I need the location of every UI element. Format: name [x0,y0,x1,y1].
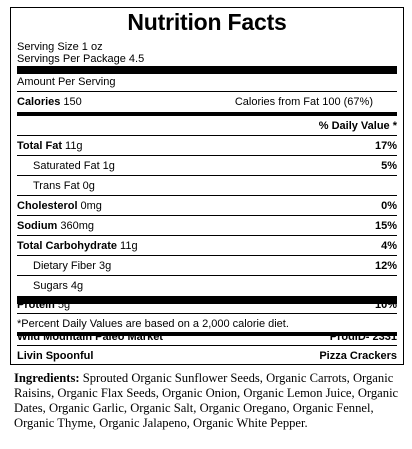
nutrient-row-sodium [17,216,397,235]
nutrient-dv: 0% [381,199,397,212]
nutrient-row-protein [17,295,397,314]
nutrient-label: Trans Fat [33,179,80,192]
nutrient-amount: 360mg [60,219,94,232]
nutrient-dv: 17% [374,139,397,152]
nutrient-dv: 12% [374,259,397,272]
nutrient-label: Protein [17,298,55,311]
ingredients-label: Ingredients: [14,371,80,385]
product-id: ProdID- 2331 [329,330,397,343]
nutrient-row-total-carbohydrate [17,236,397,255]
nutrient-label: Saturated Fat [33,159,100,172]
servings-per-package: Servings Per Package 4.5 [17,53,145,65]
nutrient-amount: 11g [65,139,83,152]
daily-value-header-row [17,116,397,135]
calories-label: Calories [17,95,61,108]
serving-size: Serving Size 1 oz [17,41,103,53]
nutrient-dv: 5% [381,159,397,172]
calories-value: 150 [63,95,82,108]
vendor-name: Livin Spoonful [17,349,94,362]
nutrient-amount: 5g [57,298,71,311]
nutrient-label: Cholesterol [17,199,78,212]
calories-row [17,92,397,111]
nutrient-row-total-fat [17,136,397,155]
ingredients-text: Sprouted Organic Sunflower Seeds, Organic Carrots, Organic Raisins, Organic Flax Seeds, Organic Onion, Organic Lemon Juice, Organic Dates, Organic Garlic, Organic Salt, Organic Oregano, Organic Fennel, Organic Thyme, Organic Jalapeno, Organic White Pepper. [14,371,399,430]
nutrient-dv: 10% [374,298,397,311]
brand-name: Wild Mountain Paleo Market [17,330,163,343]
nutrient-row-dietary-fiber [17,256,397,275]
daily-value-header: % Daily Value * [318,119,397,132]
nutrient-dv: 15% [374,219,397,232]
nutrient-label: Sugars [33,279,68,292]
nutrient-amount: 0mg [80,199,102,212]
amount-per-serving: Amount Per Serving [17,75,116,88]
label-title: Nutrition Facts [127,9,287,35]
nutrient-amount: 4g [70,279,84,292]
amount-per-serving-row [17,72,397,91]
brand-row [17,327,397,346]
nutrient-row-trans-fat [17,176,397,195]
nutrient-label: Total Carbohydrate [17,239,118,252]
nutrient-label: Sodium [17,219,58,232]
nutrient-row-cholesterol [17,196,397,215]
nutrient-amount: 11g [120,239,138,252]
nutrient-amount: 3g [98,259,112,272]
nutrient-amount: 1g [102,159,115,172]
ingredients-block [14,371,402,431]
nutrient-dv: 4% [381,239,397,252]
nutrient-row-saturated-fat [17,156,397,175]
nutrition-label [10,7,404,365]
calories-from-fat: Calories from Fat 100 (67%) [234,95,373,108]
nutrient-label: Dietary Fiber [33,259,96,272]
footnote: *Percent Daily Values are based on a 2,000 calorie diet. [17,317,289,330]
nutrient-label: Total Fat [17,139,63,152]
nutrient-amount: 0g [82,179,95,192]
nutrient-row-sugars [17,276,397,295]
product-name: Pizza Crackers [319,349,397,362]
vendor-row [17,346,397,365]
